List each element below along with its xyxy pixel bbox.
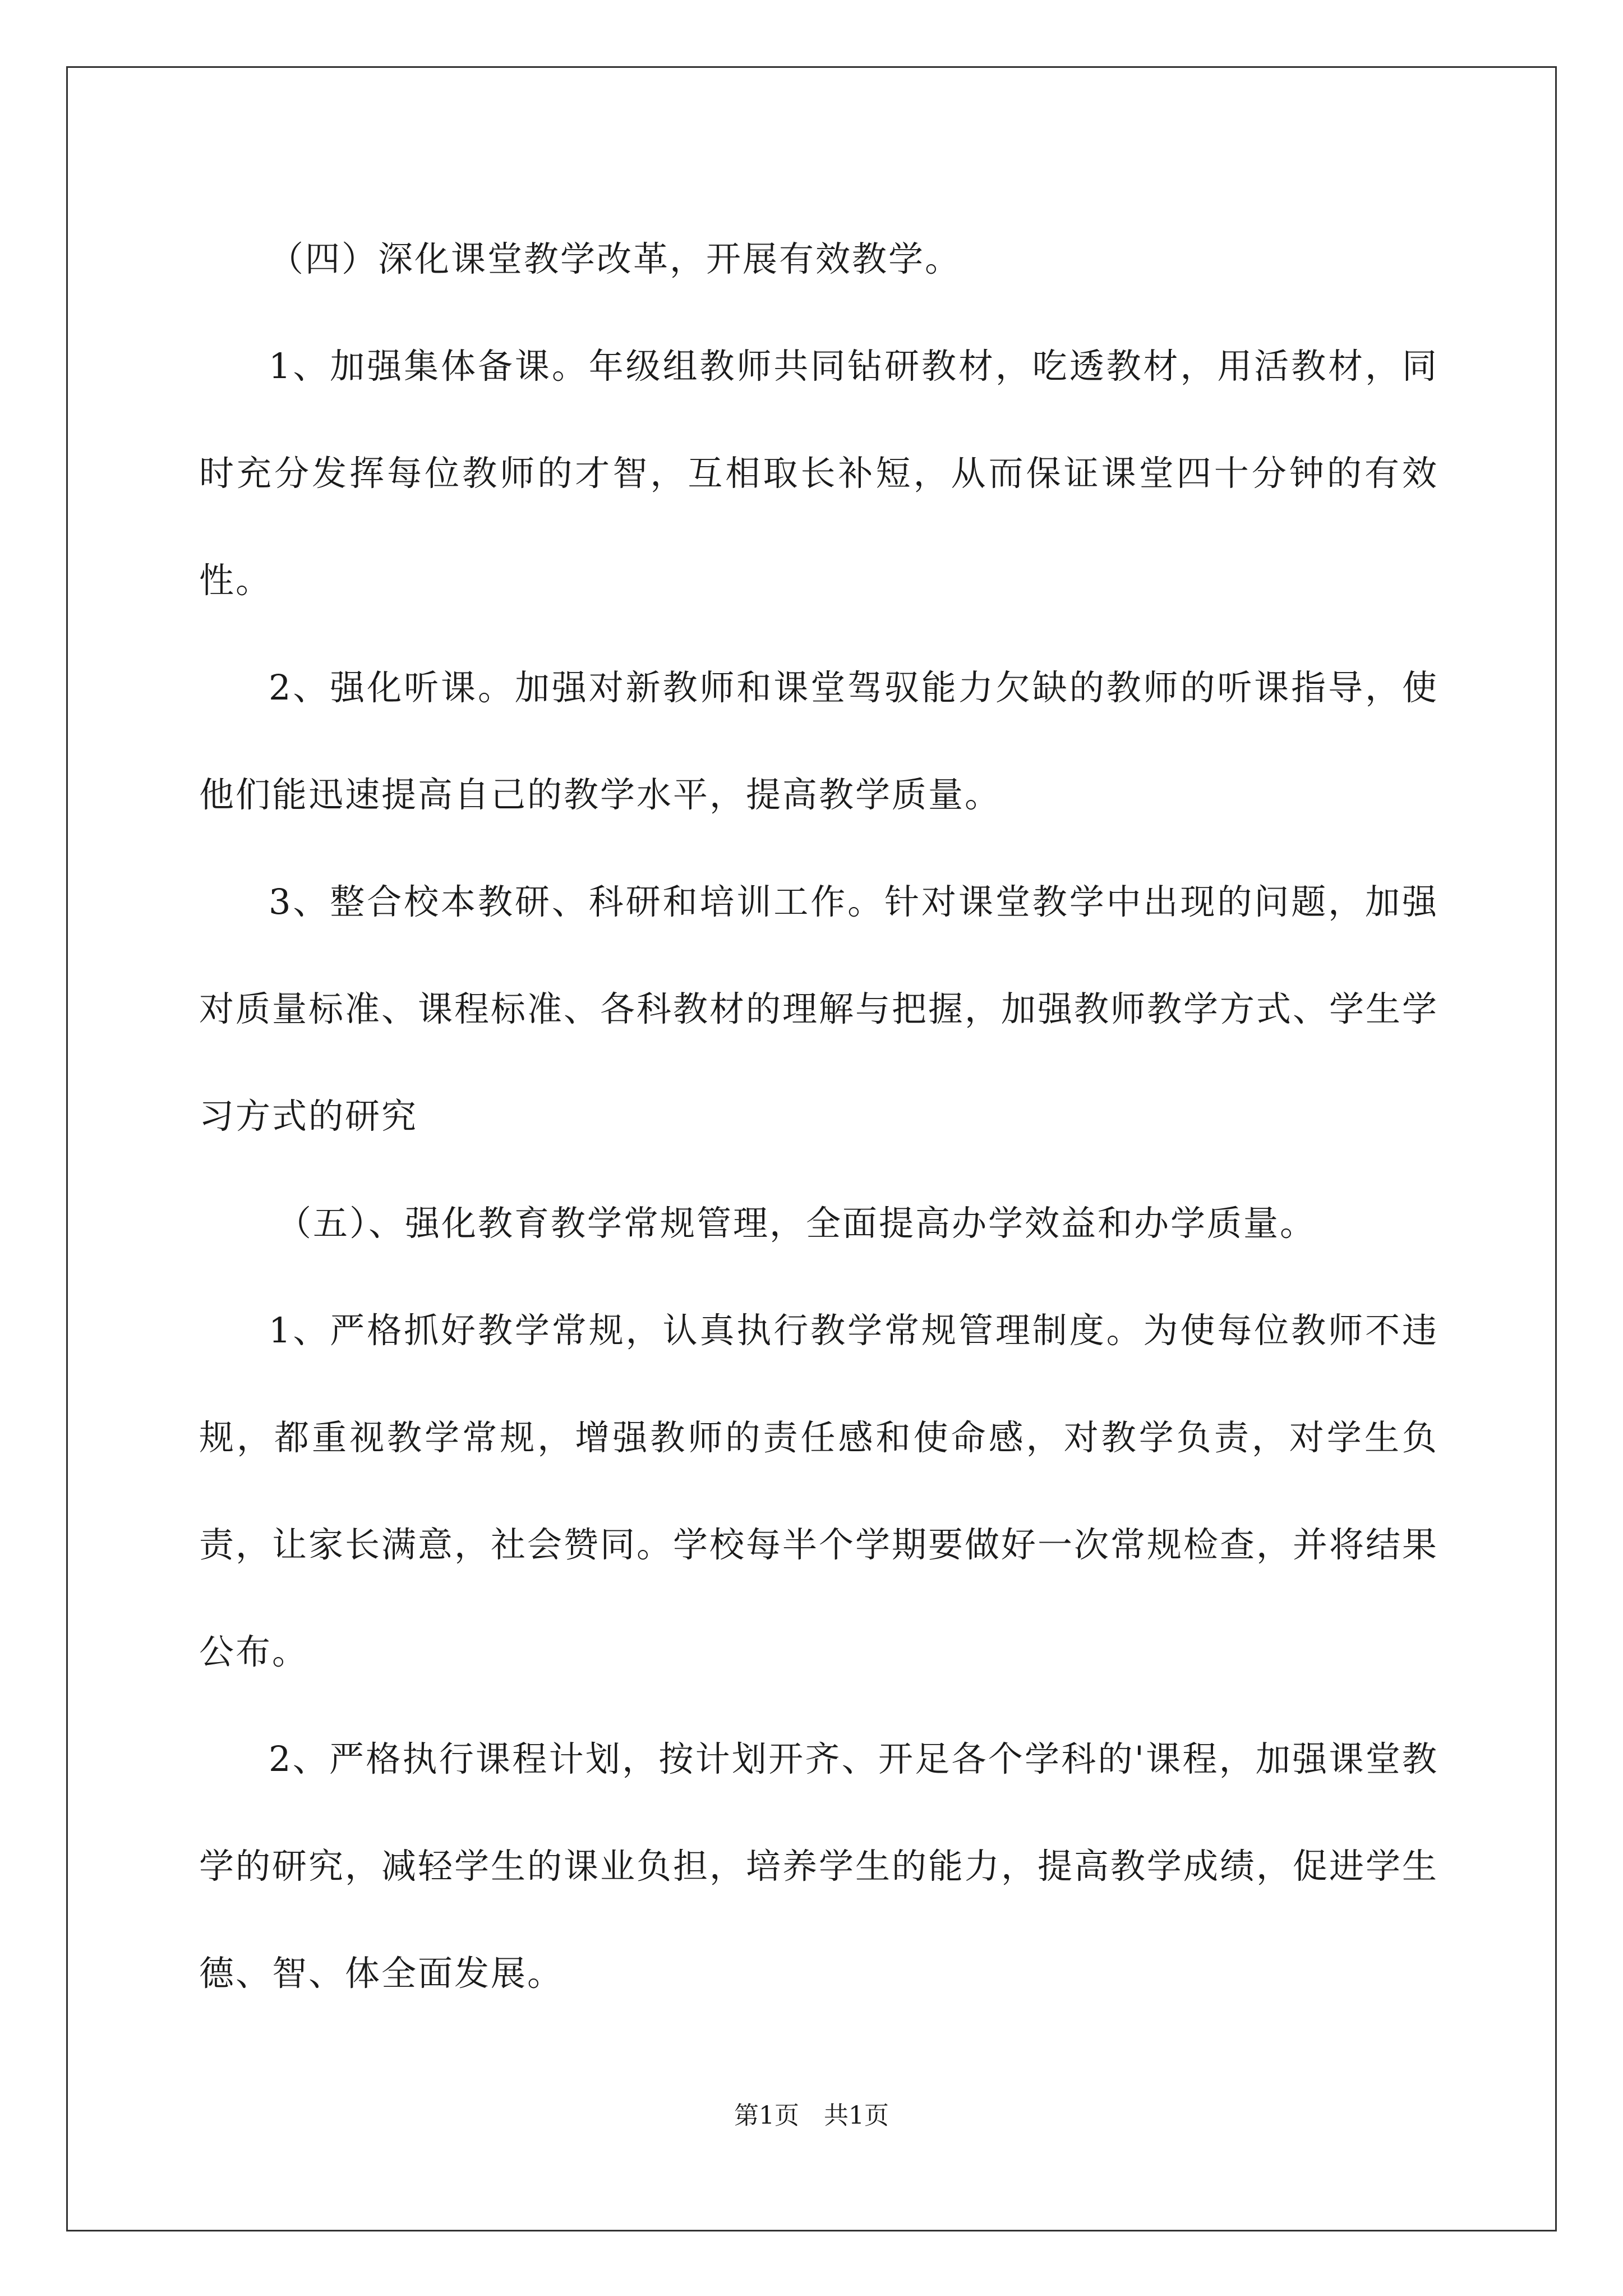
document-body	[199, 205, 1438, 2027]
paragraph-collective-lesson-prep: 1、加强集体备课。年级组教师共同钻研教材，吃透教材，用活教材，同时充分发挥每位教师的才智，互相取长补短，从而保证课堂四十分钟的有效性。	[199, 346, 1438, 601]
paragraph-school-research: 3、整合校本教研、科研和培训工作。针对课堂教学中出现的问题，加强对质量标准、课程标准、各科教材的理解与把握，加强教师教学方式、学生学习方式的研究	[199, 881, 1439, 1137]
section-heading-4: （四）深化课堂教学改革，开展有效教学。	[269, 238, 962, 279]
page-footer	[0, 2099, 1623, 2133]
section-heading-5: （五）、强化教育教学常规管理，全面提高办学效益和办学质量。	[276, 1203, 1317, 1244]
paragraph-teaching-routine: 1、严格抓好教学常规，认真执行教学常规管理制度。为使每位教师不违规，都重视教学常规，增强教师的责任感和使命感，对教学负责，对学生负责，让家长满意，社会赞同。学校每半个学期要做好一次常规检查，并将结果公布。	[199, 1310, 1439, 1672]
paragraph-curriculum-plan: 2、严格执行课程计划，按计划开齐、开足各个学科的'课程，加强课堂教学的研究，减轻学生的课业负担，培养学生的能力，提高教学成绩，促进学生德、智、体全面发展。	[199, 1738, 1439, 1994]
page-number-label: 第1页 共1页	[734, 2101, 889, 2130]
paragraph-lesson-observation: 2、强化听课。加强对新教师和课堂驾驭能力欠缺的教师的听课指导，使他们能迅速提高自己的教学水平，提高教学质量。	[199, 667, 1438, 815]
